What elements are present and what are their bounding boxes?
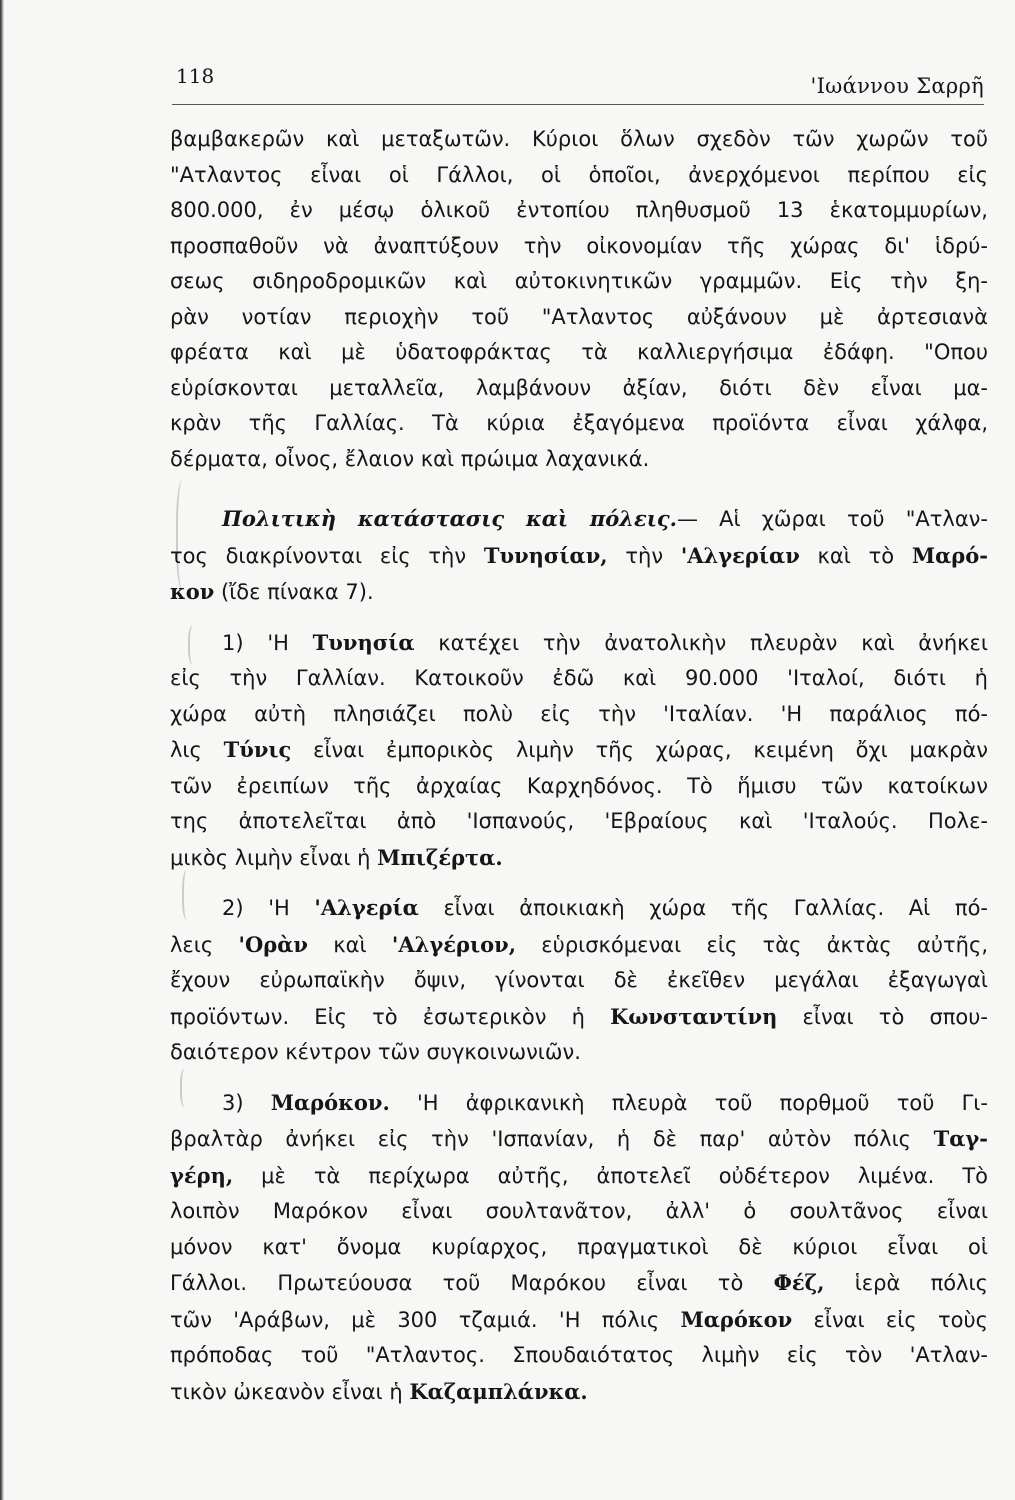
text-line: δέρματα, οἶνος, ἔλαιον καὶ πρώιμα λαχανικά. xyxy=(170,446,650,471)
place-name: Τυνησίαν, xyxy=(483,542,608,568)
text-line: φρέατα καὶ μὲ ὑδατοφράκτας τὰ καλλιεργήσιμα ἐδάφη. "Οπου xyxy=(170,340,988,364)
text-line: εὑρίσκονται μεταλλεῖα, λαμβάνουν ἀξίαν, διότι δὲν εἶναι μα- xyxy=(170,375,988,400)
place-name: Ταγ- xyxy=(933,1126,988,1151)
text-line: προσπαθοῦν νὰ ἀναπτύξουν τὴν οἰκονομίαν τῆς χώρας δι' ἱδρύ- xyxy=(170,233,988,258)
text-line: τῶν ἐρειπίων τῆς ἀρχαίας Καρχηδόνος. Τὸ ἥμισυ τῶν κατοίκων xyxy=(170,773,988,798)
text-run: εἶναι εἰς τοὺς xyxy=(792,1307,988,1332)
text-run: — Αἱ χῶραι τοῦ "Ατλαν- xyxy=(677,507,988,531)
section-heading: Πολιτικὴ κατάστασις καὶ πόλεις. xyxy=(222,506,677,531)
text-line: δαιότερον κέντρον τῶν συγκοινωνιῶν. xyxy=(170,1040,581,1064)
text-run: 'Η ἀφρικανικὴ πλευρὰ τοῦ πορθμοῦ τοῦ Γι- xyxy=(389,1090,988,1115)
text-run: βραλτὰρ ἀνήκει εἰς τὴν 'Ισπανίαν, ἡ δὲ παρ' αὐτὸν πόλις xyxy=(170,1127,934,1151)
place-name: Φέζ, xyxy=(773,1270,825,1295)
paragraph-morocco xyxy=(170,1085,988,1411)
text-run: 1) 'Η xyxy=(222,630,313,655)
text-line: μόνον κατ' ὄνομα κυρίαρχος, πραγματικοὶ δὲ κύριοι εἶναι οἱ xyxy=(170,1234,988,1259)
text-run: τος διακρίνονται εἰς τὴν xyxy=(170,543,484,568)
page-number: 118 xyxy=(176,64,215,88)
text-run: μὲ τὰ περίχωρα αὐτῆς, ἀποτελεῖ οὐδέτερον λιμένα. Τὸ xyxy=(233,1163,988,1188)
text-line: εἰς τὴν Γαλλίαν. Κατοικοῦν ἐδῶ καὶ 90.000 'Ιταλοί, διότι ἡ xyxy=(170,666,988,690)
text-run: τὴν xyxy=(607,543,681,568)
page-header xyxy=(172,60,984,105)
text-line: "Ατλαντος εἶναι οἱ Γάλλοι, οἱ ὁποῖοι, ἀνερχόμενοι περίπου εἰς xyxy=(170,162,988,187)
place-name: Μαρό- xyxy=(911,542,988,568)
place-name: 'Ορὰν xyxy=(238,931,308,957)
place-name: Κωνσταντίνη xyxy=(610,1003,778,1029)
text-run: 3) xyxy=(222,1090,271,1115)
place-name: 'Αλγερίαν xyxy=(680,542,800,568)
text-run: εὑρισκόμεναι εἰς τὰς ἀκτὰς αὐτῆς, xyxy=(516,932,988,957)
text-line xyxy=(170,1374,988,1411)
place-name: Μπιζέρτα. xyxy=(377,844,503,870)
text-line: λοιπὸν Μαρόκον εἶναι σουλτανᾶτον, ἀλλ' ὁ σουλτᾶνος εἶναι xyxy=(170,1199,988,1223)
text-line xyxy=(170,840,988,877)
place-name: 'Αλγέριον, xyxy=(391,931,516,957)
text-run: τῶν 'Αράβων, μὲ 300 τζαμιά. 'Η πόλις xyxy=(170,1307,681,1332)
place-name: Τύνις xyxy=(223,737,292,762)
text-line: κρὰν τῆς Γαλλίας. Τὰ κύρια ἐξαγόμενα προϊόντα εἶναι χάλφα, xyxy=(170,411,988,435)
place-name: γέρη, xyxy=(170,1162,234,1188)
text-run: προϊόντων. Εἰς τὸ ἐσωτερικὸν ἡ xyxy=(170,1004,611,1029)
body-text xyxy=(170,122,988,1410)
text-line: πρόποδας τοῦ "Ατλαντος. Σπουδαιότατος λιμὴν εἰς τὸν 'Ατλαν- xyxy=(170,1343,988,1367)
text-line xyxy=(170,890,988,927)
text-run: καὶ τὸ xyxy=(799,543,912,568)
text-run: (ἴδε πίνακα 7). xyxy=(214,580,374,604)
place-name: Μαρόκον xyxy=(680,1306,793,1332)
paragraph-tunisia xyxy=(170,625,988,877)
text-line: 800.000, ἐν μέσῳ ὁλικοῦ ἐντοπίου πληθυσμοῦ 13 ἑκατομμυρίων, xyxy=(170,198,988,222)
text-run: εἶναι ἀποικιακὴ χώρα τῆς Γαλλίας. Αἱ πό- xyxy=(418,896,988,920)
text-line xyxy=(170,501,988,538)
text-line: της ἀποτελεῖται ἀπὸ 'Ισπανούς, 'Εβραίους καὶ 'Ιταλούς. Πολε- xyxy=(170,809,988,833)
text-line xyxy=(170,574,988,611)
text-run: καὶ xyxy=(307,932,392,957)
text-run: εἶναι ἐμπορικὸς λιμὴν τῆς χώρας, κειμένη ὄχι μακρὰν xyxy=(291,738,988,762)
text-run: κατέχει τὴν ἀνατολικὴν πλευρὰν καὶ ἀνήκει xyxy=(414,630,989,655)
place-name: κον xyxy=(170,579,215,604)
text-line: βαμβακερῶν καὶ μεταξωτῶν. Κύριοι ὅλων σχεδὸν τῶν χωρῶν τοῦ xyxy=(170,127,988,151)
text-line xyxy=(170,625,988,662)
text-line xyxy=(170,1158,988,1195)
text-run: λεις xyxy=(170,932,239,957)
text-line xyxy=(170,1265,988,1302)
running-head: 'Ιωάννου Σαρρῆ xyxy=(810,74,984,98)
text-run: τικὸν ὠκεανὸν εἶναι ἡ xyxy=(170,1379,410,1404)
place-name: Μαρόκον. xyxy=(270,1089,390,1115)
text-line xyxy=(170,1121,988,1158)
text-line xyxy=(170,1085,988,1122)
paragraph-algeria xyxy=(170,890,988,1071)
place-name: Τυνησία xyxy=(312,629,415,655)
text-line xyxy=(170,999,988,1036)
book-spine-shadow xyxy=(0,0,4,1500)
text-run: εἶναι τὸ σπου- xyxy=(777,1004,988,1029)
text-line xyxy=(170,538,988,575)
place-name: 'Αλγερία xyxy=(314,895,419,920)
text-line xyxy=(170,732,988,769)
paragraph-political-situation xyxy=(170,501,988,611)
text-run: λις xyxy=(170,738,224,762)
place-name: Καζαμπλάνκα. xyxy=(409,1378,588,1404)
text-line: σεως σιδηροδρομικῶν καὶ αὐτοκινητικῶν γραμμῶν. Εἰς τὴν ξη- xyxy=(170,269,988,293)
text-line: ρὰν νοτίαν περιοχὴν τοῦ "Ατλαντος αὐξάνουν μὲ ἀρτεσιανὰ xyxy=(170,304,988,329)
text-line: ἔχουν εὐρωπαϊκὴν ὄψιν, γίνονται δὲ ἐκεῖθεν μεγάλαι ἐξαγωγαὶ xyxy=(170,968,988,992)
text-run: ἱερὰ πόλις xyxy=(824,1271,988,1295)
text-line xyxy=(170,1302,988,1339)
text-run: μικὸς λιμὴν εἶναι ἡ xyxy=(170,845,378,870)
paragraph-economy xyxy=(170,122,988,477)
text-run: 2) 'Η xyxy=(222,896,315,920)
text-line: χώρα αὐτὴ πλησιάζει πολὺ εἰς τὴν 'Ιταλίαν. 'Η παράλιος πό- xyxy=(170,701,988,726)
text-run: Γάλλοι. Πρωτεύουσα τοῦ Μαρόκου εἶναι τὸ xyxy=(170,1271,774,1295)
text-line xyxy=(170,927,988,964)
